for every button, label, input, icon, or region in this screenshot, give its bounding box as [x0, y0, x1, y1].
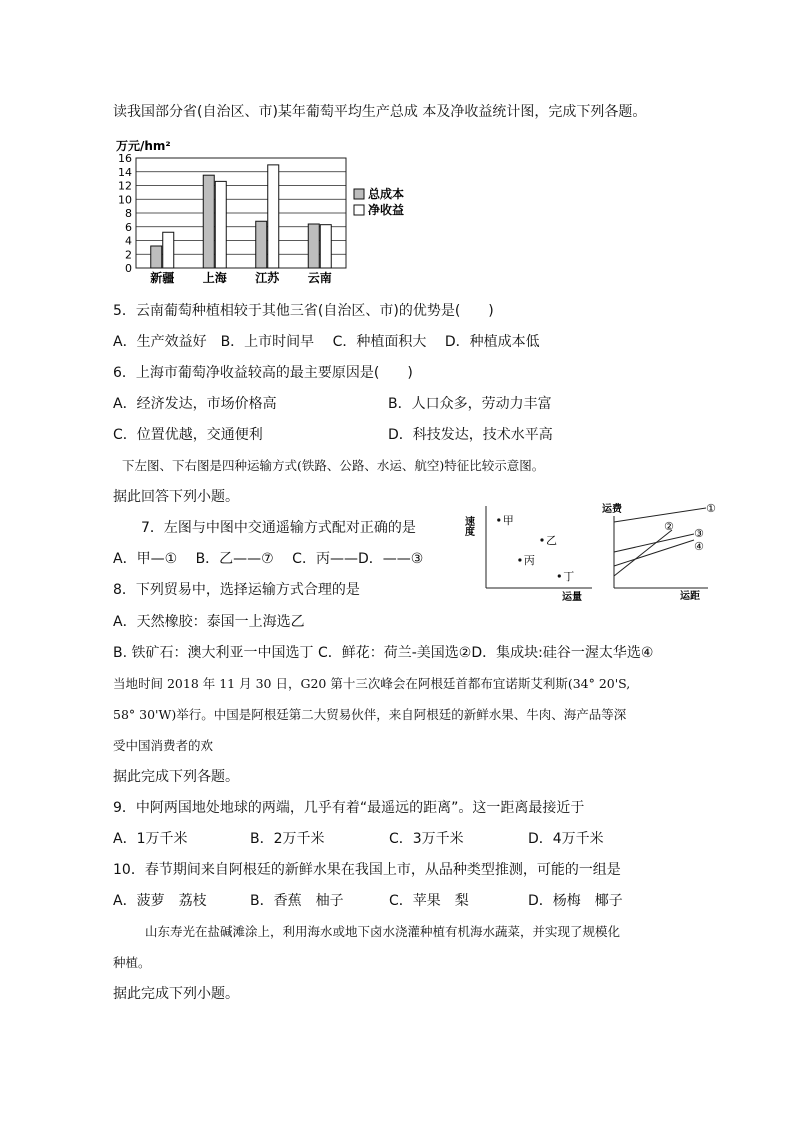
- chart-bar: [203, 175, 214, 268]
- shandong-line-1: 山东寿光在盐碱滩涂上，利用海水或地下卤水浇灌种植有机海水蔬菜，并实现了规模化: [145, 924, 621, 939]
- cost-line-3: [614, 534, 694, 552]
- legend-label: 净收益: [368, 203, 405, 217]
- g20-line-1: 当地时间 2018 年 11 月 30 日，G20 第十三次峰会在阿根廷首都布宜诺斯艾利斯(34° 20'S,: [113, 676, 631, 691]
- legend-swatch: [354, 205, 364, 215]
- q10-stem: 10．春节期间来自阿根廷的新鲜水果在我国上市，从品种类型推测，可能的一组是: [113, 862, 621, 878]
- scatter-point: [558, 574, 561, 577]
- q5-options: A．生产效益好 B．上市时间早 C．种植面积大 D．种植成本低: [113, 334, 540, 350]
- chart-y-tick-label: 12: [118, 179, 132, 193]
- chart-category-label: 江苏: [255, 271, 280, 285]
- q6-option-d: D．科技发达，技术水平高: [388, 427, 553, 443]
- chart-bar: [151, 246, 162, 268]
- chart-ylabel: 万元/hm²: [116, 139, 171, 153]
- q6-stem: 6．上海市葡萄净收益较高的最主要原因是( ): [113, 365, 413, 381]
- grape-bar-chart: [110, 136, 440, 286]
- transport-intro: 下左图、下右图是四种运输方式(铁路、公路、水运、航空)特征比较示意图。: [122, 458, 545, 473]
- q6-option-b: B．人口众多，劳动力丰富: [388, 396, 552, 412]
- scatter-ylabel: 速度: [462, 516, 474, 536]
- scatter-point: [497, 518, 500, 521]
- q9-option-a: A．1万千米: [113, 831, 188, 847]
- g20-prompt: 据此完成下列各题。: [113, 769, 239, 785]
- chart-bar: [320, 225, 331, 268]
- cost-label-4: ④: [694, 540, 704, 553]
- cost-ylabel: 运费: [602, 504, 622, 515]
- g20-line-2: 58° 30'W)举行。中国是阿根廷第二大贸易伙伴，来自阿根廷的新鲜水果、牛肉、海产品等深: [113, 707, 627, 722]
- q10-option-c: C．苹果 梨: [389, 893, 469, 909]
- scatter-point: [518, 558, 521, 561]
- final-prompt: 据此完成下列小题。: [113, 986, 239, 1002]
- chart-bar: [163, 232, 174, 268]
- chart-category-label: 上海: [202, 271, 227, 285]
- intro-text: 读我国部分省(自治区、市)某年葡萄平均生产总成 本及净收益统计图，完成下列各题。: [113, 104, 647, 120]
- chart-bar: [308, 224, 319, 268]
- chart-bar: [268, 165, 279, 268]
- q9-option-c: C．3万千米: [389, 831, 464, 847]
- cost-line-2: [614, 530, 672, 576]
- q10-option-d: D．杨梅 椰子: [528, 893, 623, 909]
- chart-y-tick-label: 14: [118, 165, 132, 179]
- chart-bar: [215, 181, 226, 268]
- chart-y-tick-label: 8: [125, 207, 132, 220]
- cost-line-1: [614, 508, 706, 522]
- q6-option-a: A．经济发达，市场价格高: [113, 396, 277, 412]
- transport-speed-volume-chart: [462, 502, 596, 603]
- shandong-line-2: 种植。: [113, 955, 151, 970]
- chart-y-tick-label: 0: [125, 262, 132, 275]
- q10-option-b: B．香蕉 柚子: [250, 893, 344, 909]
- q10-option-a: A．菠萝 荔枝: [113, 893, 207, 909]
- legend-swatch: [354, 189, 364, 199]
- cost-xlabel: 运距: [680, 591, 700, 602]
- chart-y-tick-label: 2: [125, 248, 132, 262]
- scatter-point-label: 乙: [546, 534, 557, 547]
- cost-label-2: ②: [664, 520, 674, 533]
- q5-stem: 5．云南葡萄种植相较于其他三省(自治区、市)的优势是( ): [113, 303, 494, 319]
- transport-prompt: 据此回答下列小题。: [113, 489, 239, 505]
- transport-cost-distance-chart: [598, 500, 718, 600]
- q9-option-d: D．4万千米: [528, 831, 604, 847]
- legend-label: 总成本: [368, 187, 405, 201]
- chart-bar: [256, 221, 267, 268]
- chart-y-tick-label: 10: [118, 193, 132, 207]
- q6-option-c: C．位置优越，交通便利: [113, 427, 263, 443]
- cost-label-3: ③: [694, 527, 704, 540]
- q9-stem: 9．中阿两国地处地球的两端，几乎有着“最遥远的距离”。这一距离最接近于: [113, 800, 585, 816]
- g20-line-3: 受中国消费者的欢: [113, 738, 214, 753]
- chart-y-tick-label: 4: [125, 234, 132, 248]
- chart-y-tick-label: 16: [118, 152, 132, 165]
- q7-options: A．甲—① B．乙——⑦ C．丙——D．——③: [113, 551, 424, 567]
- cost-label-1: ①: [706, 502, 716, 515]
- scatter-point-label: 丙: [523, 554, 535, 567]
- q7-stem: 7．左图与中图中交通遥输方式配对正确的是: [141, 520, 416, 536]
- chart-y-tick-label: 6: [125, 220, 132, 234]
- scatter-point-label: 丁: [563, 570, 575, 583]
- scatter-xlabel: 运量: [562, 592, 582, 603]
- scatter-point: [540, 538, 543, 541]
- chart-category-label: 云南: [307, 271, 332, 285]
- scatter-point-label: 甲: [502, 514, 514, 527]
- chart-category-label: 新疆: [150, 271, 175, 285]
- q8-option-a: A．天然橡胶：泰国一上海选乙: [113, 614, 305, 630]
- q9-option-b: B．2万千米: [250, 831, 325, 847]
- q8-stem: 8．下列贸易中，选择运输方式合理的是: [113, 582, 360, 598]
- q8-options-bcd: B. 铁矿石：澳大利亚一中国选丁 C．鲜花：荷兰-美国选②D．集成块:硅谷一渥太华选④: [113, 645, 654, 661]
